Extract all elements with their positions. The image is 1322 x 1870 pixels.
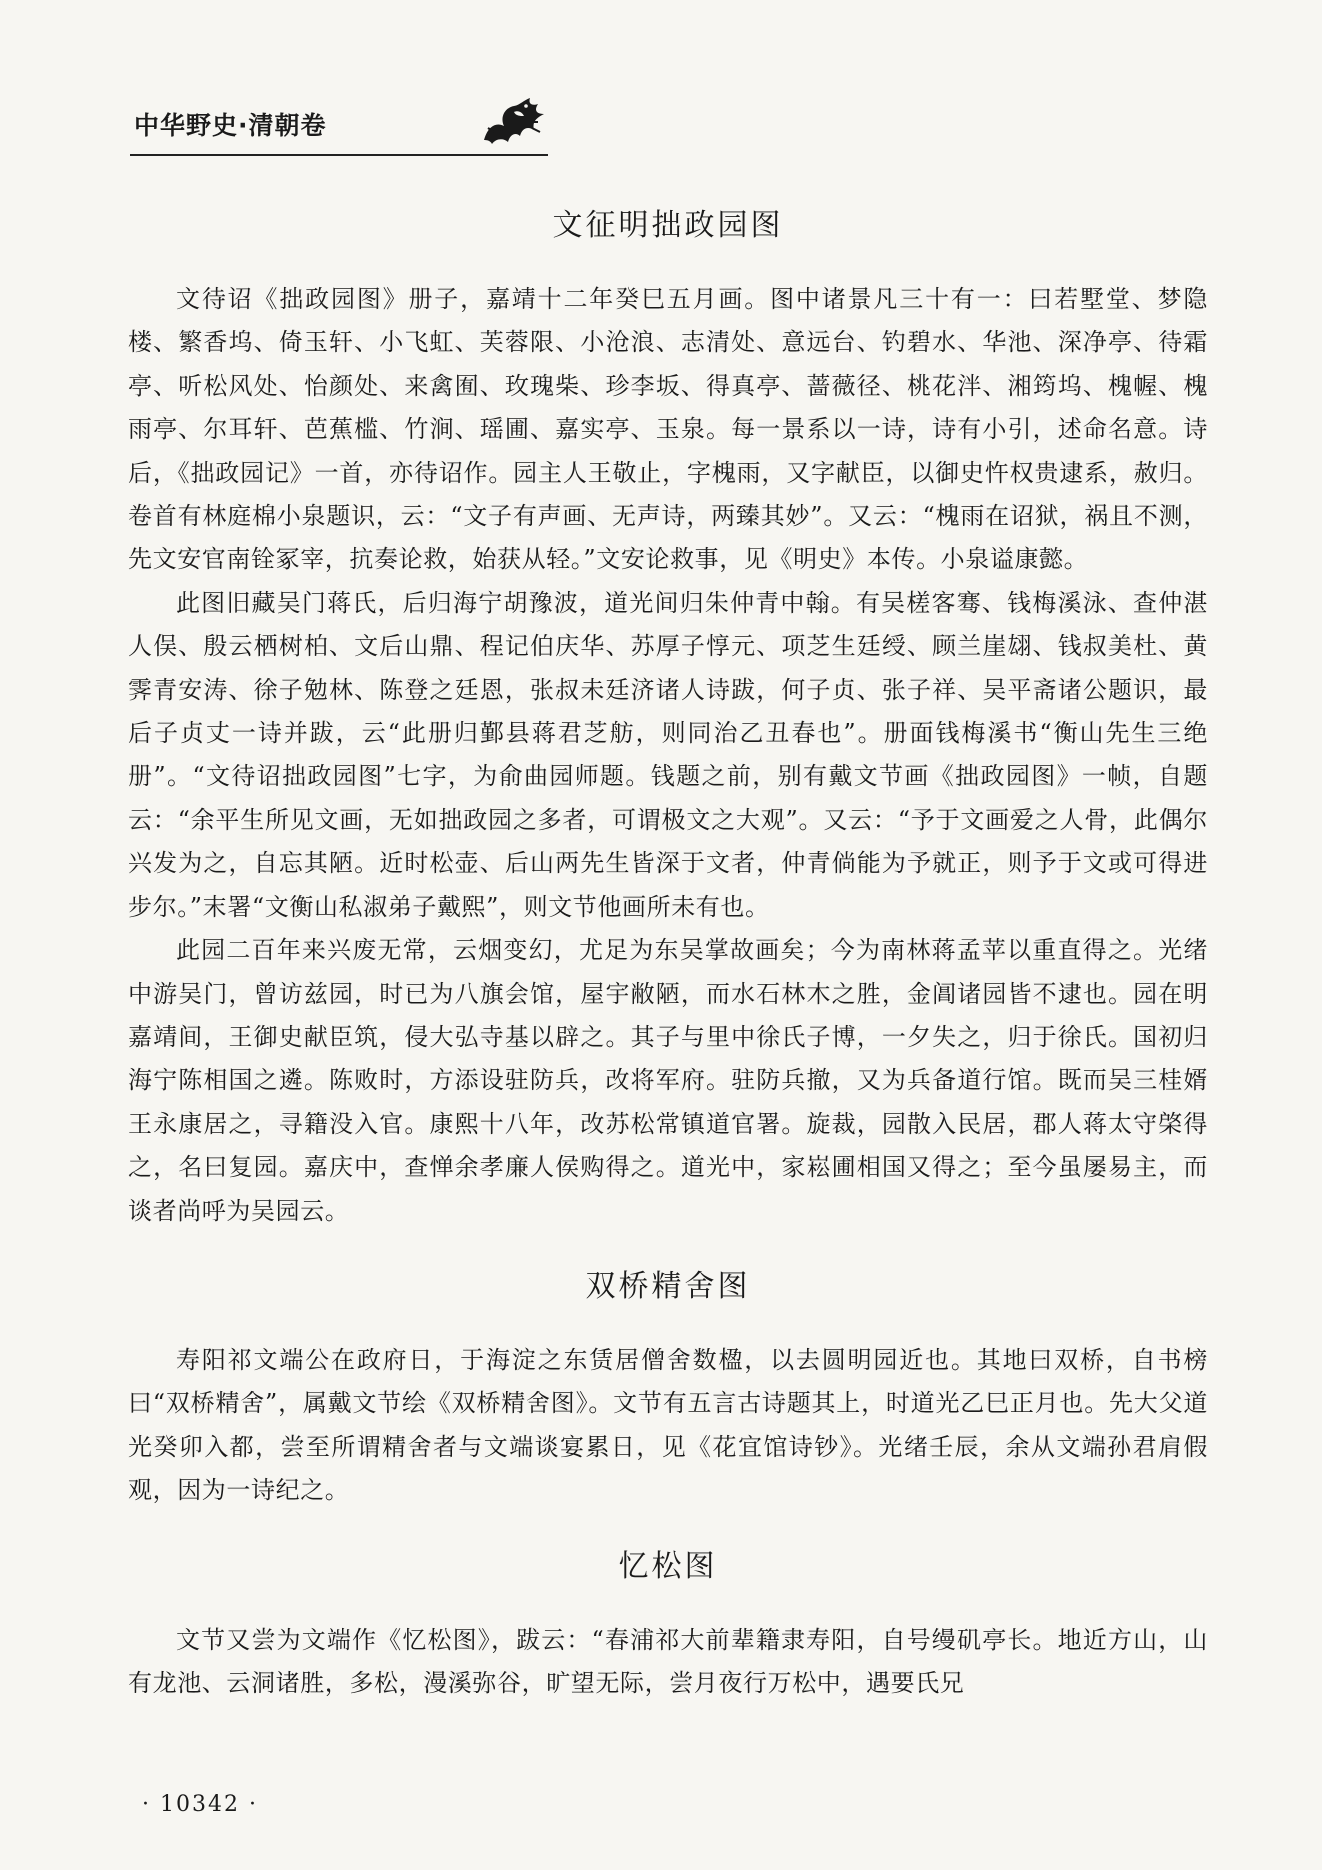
paragraph: 文待诏《拙政园图》册子，嘉靖十二年癸巳五月画。图中诸景凡三十有一：曰若墅堂、梦隐楼、繁香坞、倚玉轩、小飞虹、芙蓉限、小沧浪、志清处、意远台、钓碧水、华池、深净亭、待霜亭、听松风处、怡颜处、来禽囿、玫瑰柴、珍李坂、得真亭、蔷薇径、桃花泮、湘筠坞、槐幄、槐雨亭、尔耳轩、芭蕉槛、竹涧、瑶圃、嘉实亭、玉泉。每一景系以一诗，诗有小引，述命名意。诗后，《拙政园记》一首，亦待诏作。园主人王敬止，字槐雨，又字献臣，以御史忤权贵逮系，赦归。卷首有林庭棉小泉题识，云：“文子有声画、无声诗，两臻其妙”。又云：“槐雨在诏狱，祸且不测，先文安官南铨冢宰，抗奏论救，始获从轻。”文安论救事，见《明史》本传。小泉谥康懿。 bbox=[128, 285, 1208, 574]
book-title: 中华野史·清朝卷 bbox=[134, 111, 327, 140]
section-title: 忆松图 bbox=[618, 1548, 718, 1584]
paragraph: 文节又尝为文端作《忆松图》，跋云：“春浦祁大前辈籍隶寿阳，自号缦矶亭长。地近方山，山有龙池、云洞诸胜，多松，漫溪弥谷，旷望无际，尝月夜行万松中，遇要氏兄 bbox=[128, 1625, 1208, 1697]
running-header bbox=[130, 92, 548, 154]
header-rule bbox=[130, 154, 548, 156]
page-number: · 10342 · bbox=[142, 1792, 258, 1817]
paragraph: 此园二百年来兴废无常，云烟变幻，尤足为东吴掌故画矣；今为南林蒋孟苹以重直得之。光绪中游吴门，曾访兹园，时已为八旗会馆，屋宇敝陋，而水石林木之胜，金阊诸园皆不逮也。园在明嘉靖间，王御史献臣筑，侵大弘寺基以辟之。其子与里中徐氏子博，一夕失之，归于徐氏。国初归海宁陈相国之遴。陈败时，方添设驻防兵，改将军府。驻防兵撤，又为兵备道行馆。既而吴三桂婿王永康居之，寻籍没入官。康熙十八年，改苏松常镇道官署。旋裁，园散入民居，郡人蒋太守棨得之，名曰复园。嘉庆中，查惮余孝廉人侯购得之。道光中，家崧圃相国又得之；至今虽屡易主，而谈者尚呼为吴园云。 bbox=[128, 936, 1208, 1225]
dragon-emblem-icon bbox=[474, 92, 552, 152]
paragraph: 此图旧藏吴门蒋氏，后归海宁胡豫波，道光间归朱仲青中翰。有吴槎客骞、钱梅溪泳、查仲湛人俣、殷云栖树柏、文后山鼎、程记伯庆华、苏厚子惇元、项芝生廷绶、顾兰崖翃、钱叔美杜、黄霁青安涛、徐子勉林、陈登之廷恩，张叔未廷济诸人诗跋，何子贞、张子祥、吴平斋诸公题识，最后子贞丈一诗并跋，云“此册归鄞县蒋君芝舫，则同治乙丑春也”。册面钱梅溪书“衡山先生三绝册”。“文待诏拙政园图”七字，为俞曲园师题。钱题之前，别有戴文节画《拙政园图》一帧，自题云：“余平生所见文画，无如拙政园之多者，可谓极文之大观”。又云：“予于文画爱之人骨，此偶尔兴发为之，自忘其陋。近时松壶、后山两先生皆深于文者，仲青倘能为予就正，则予于文或可得进步尔。”末署“文衡山私淑弟子戴熙”，则文节他画所未有也。 bbox=[128, 588, 1208, 921]
page-body bbox=[128, 200, 1208, 1705]
section-title: 文征明拙政园图 bbox=[552, 208, 784, 243]
paragraph: 寿阳祁文端公在政府日，于海淀之东赁居僧舍数楹，以去圆明园近也。其地曰双桥，自书榜曰“双桥精舍”，属戴文节绘《双桥精舍图》。文节有五言古诗题其上，时道光乙巳正月也。先大父道光癸卯入都，尝至所谓精舍者与文端谈宴累日，见《花宜馆诗钞》。光绪壬辰，余从文端孙君肩假观，因为一诗纪之。 bbox=[128, 1345, 1208, 1505]
section-title: 双桥精舍图 bbox=[585, 1268, 751, 1304]
